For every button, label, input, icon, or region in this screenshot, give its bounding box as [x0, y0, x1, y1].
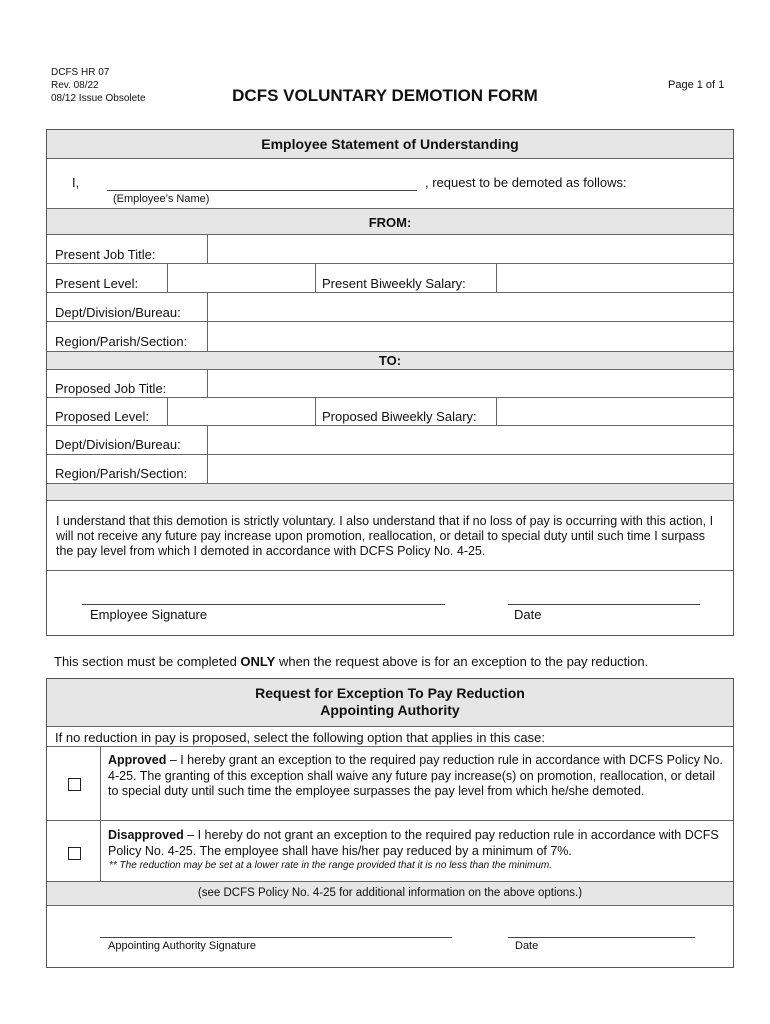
approved-description: – I hereby grant an exception to the required pay reduction rule in accordance with DCFS Policy No. 4-25. The granting of this exception shall waive any future pay increase(s) on promotion, reallocation, or detail to special duty until such time the employee surpasses the pay level from which he/she demoted. [108, 753, 723, 798]
employee-signature-label: Employee Signature [90, 607, 208, 622]
present-salary-input[interactable] [496, 264, 733, 292]
disapproved-checkbox[interactable] [68, 847, 81, 860]
authority-date-field[interactable] [508, 937, 695, 938]
note-only-emphasis: ONLY [240, 654, 276, 669]
form-revision: Rev. 08/22 [51, 80, 99, 91]
present-dept-label: Dept/Division/Bureau: [55, 305, 181, 320]
disapproved-note: ** The reduction may be set at a lower rate in the range provided that it is no less than the minimum. [109, 860, 553, 871]
page-title: DCFS VOLUNTARY DEMOTION FORM [232, 86, 538, 105]
intro-prefix: I, [72, 175, 80, 190]
form-code: DCFS HR 07 [51, 67, 110, 78]
to-heading: TO: [47, 351, 733, 370]
present-dept-input[interactable] [207, 293, 733, 321]
exception-instruction-row [47, 727, 733, 747]
present-region-row [47, 322, 733, 351]
disapproved-label: Disapproved [108, 828, 184, 842]
understanding-text: I understand that this demotion is strictly voluntary. I also understand that if no loss of pay is occurring with this action, I will not receive any future pay increase upon promotion, reallocation, or detail to special duty until such time I surpass the pay level from which I demoted in accordance with DCFS Policy No. 4-25. [56, 514, 714, 558]
understanding-block [47, 501, 733, 571]
proposed-job-title-row [47, 370, 733, 398]
disapproved-description: – I hereby do not grant an exception to the required pay reduction rule in accordance with DCFS Policy No. 4-25. The employee shall have his/her pay reduced by a minimum of 7%. [108, 828, 719, 858]
proposed-region-input[interactable] [207, 455, 733, 483]
disapproved-option-row [47, 821, 733, 882]
proposed-level-label: Proposed Level: [55, 409, 149, 424]
present-salary-label-cell [315, 264, 496, 292]
note-after: when the request above is for an exception to the pay reduction. [275, 654, 649, 669]
present-level-label: Present Level: [55, 276, 139, 291]
exception-heading-line2: Appointing Authority [320, 702, 460, 718]
authority-signature-row [47, 906, 733, 968]
present-region-label: Region/Parish/Section: [55, 334, 188, 349]
disapproved-text [108, 828, 727, 859]
present-level-input[interactable] [167, 264, 315, 292]
intro-suffix: , request to be demoted as follows: [425, 175, 627, 190]
approved-label: Approved [108, 753, 167, 767]
page-number: Page 1 of 1 [668, 79, 725, 91]
employee-date-field[interactable] [508, 604, 700, 605]
proposed-dept-input[interactable] [207, 426, 733, 454]
present-job-title-label: Present Job Title: [55, 247, 156, 262]
employee-name-caption: (Employee’s Name) [113, 193, 210, 205]
proposed-job-title-input[interactable] [207, 370, 733, 397]
present-job-title-input[interactable] [207, 235, 733, 263]
authority-signature-field[interactable] [100, 937, 452, 938]
present-salary-label: Present Biweekly Salary: [322, 276, 466, 291]
disapproved-text-cell [100, 821, 733, 881]
section-separator [47, 484, 733, 501]
employee-name-field[interactable] [107, 190, 417, 191]
present-job-title-row [47, 235, 733, 264]
exception-request-section [46, 678, 734, 968]
note-before: This section must be completed [54, 654, 241, 669]
approved-text [108, 753, 727, 800]
proposed-job-title-label: Proposed Job Title: [55, 381, 167, 396]
form-obsolete-note: 08/12 Issue Obsolete [51, 93, 146, 104]
proposed-region-label: Region/Parish/Section: [55, 466, 188, 481]
proposed-dept-row [47, 426, 733, 455]
approved-text-cell [100, 747, 733, 820]
authority-signature-label: Appointing Authority Signature [108, 940, 256, 952]
exception-heading-line1: Request for Exception To Pay Reduction [255, 685, 525, 701]
exception-instruction-note [54, 654, 648, 669]
proposed-region-row [47, 455, 733, 484]
employee-signature-row [47, 571, 733, 637]
policy-note: (see DCFS Policy No. 4-25 for additional information on the above options.) [47, 882, 733, 906]
present-level-row [47, 264, 733, 293]
statement-heading: Employee Statement of Understanding [47, 130, 733, 159]
employee-statement-section [46, 129, 734, 636]
proposed-salary-input[interactable] [496, 398, 733, 425]
employee-signature-field[interactable] [82, 604, 445, 605]
proposed-level-row [47, 398, 733, 426]
employee-name-row [47, 159, 733, 208]
employee-date-label: Date [514, 607, 542, 622]
proposed-dept-label: Dept/Division/Bureau: [55, 437, 181, 452]
authority-date-label: Date [515, 940, 539, 952]
from-heading: FROM: [47, 208, 733, 235]
approved-option-row [47, 747, 733, 821]
proposed-salary-label-cell [315, 398, 496, 425]
approved-checkbox[interactable] [68, 778, 81, 791]
present-dept-row [47, 293, 733, 322]
present-region-input[interactable] [207, 322, 733, 351]
proposed-level-input[interactable] [167, 398, 315, 425]
exception-heading [47, 679, 733, 727]
proposed-salary-label: Proposed Biweekly Salary: [322, 409, 477, 424]
exception-instruction: If no reduction in pay is proposed, select the following option that applies in this case: [55, 730, 545, 745]
